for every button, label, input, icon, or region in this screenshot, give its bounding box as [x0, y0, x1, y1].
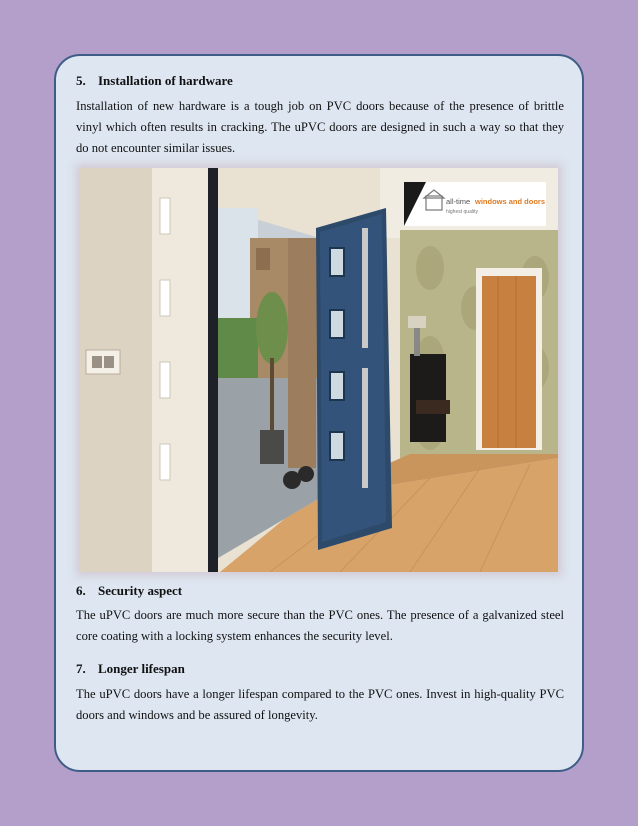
- section-body-installation: Installation of new hardware is a tough job on PVC doors because of the presence of brittle vinyl which often results in cracking. The uPVC doors are designed in such a way so that they do not encounter similar issues.: [76, 99, 564, 155]
- logo-tagline: highest quality: [446, 209, 478, 215]
- section-title: Installation of hardware: [98, 73, 233, 88]
- section-body-security: The uPVC doors are much more secure than the PVC ones. The presence of a galvanized steel core coating with a locking system enhances the security level.: [76, 608, 564, 643]
- section-number: 7.: [76, 661, 86, 676]
- section-body-lifespan: The uPVC doors have a longer lifespan compared to the PVC ones. Invest in high-quality PVC doors and windows and be assured of longevity.: [76, 687, 564, 722]
- section-heading-lifespan: [76, 661, 185, 677]
- section-title: Security aspect: [98, 583, 183, 598]
- door-photo: [80, 168, 558, 572]
- logo-text-part1: all-time: [446, 197, 471, 206]
- section-number: 5.: [76, 73, 86, 88]
- section-heading-security: [76, 583, 182, 599]
- section-number: 6.: [76, 583, 86, 598]
- section-heading-installation: [76, 73, 233, 89]
- logo-text-part2: windows and doors: [475, 197, 546, 206]
- section-title: Longer lifespan: [98, 661, 185, 676]
